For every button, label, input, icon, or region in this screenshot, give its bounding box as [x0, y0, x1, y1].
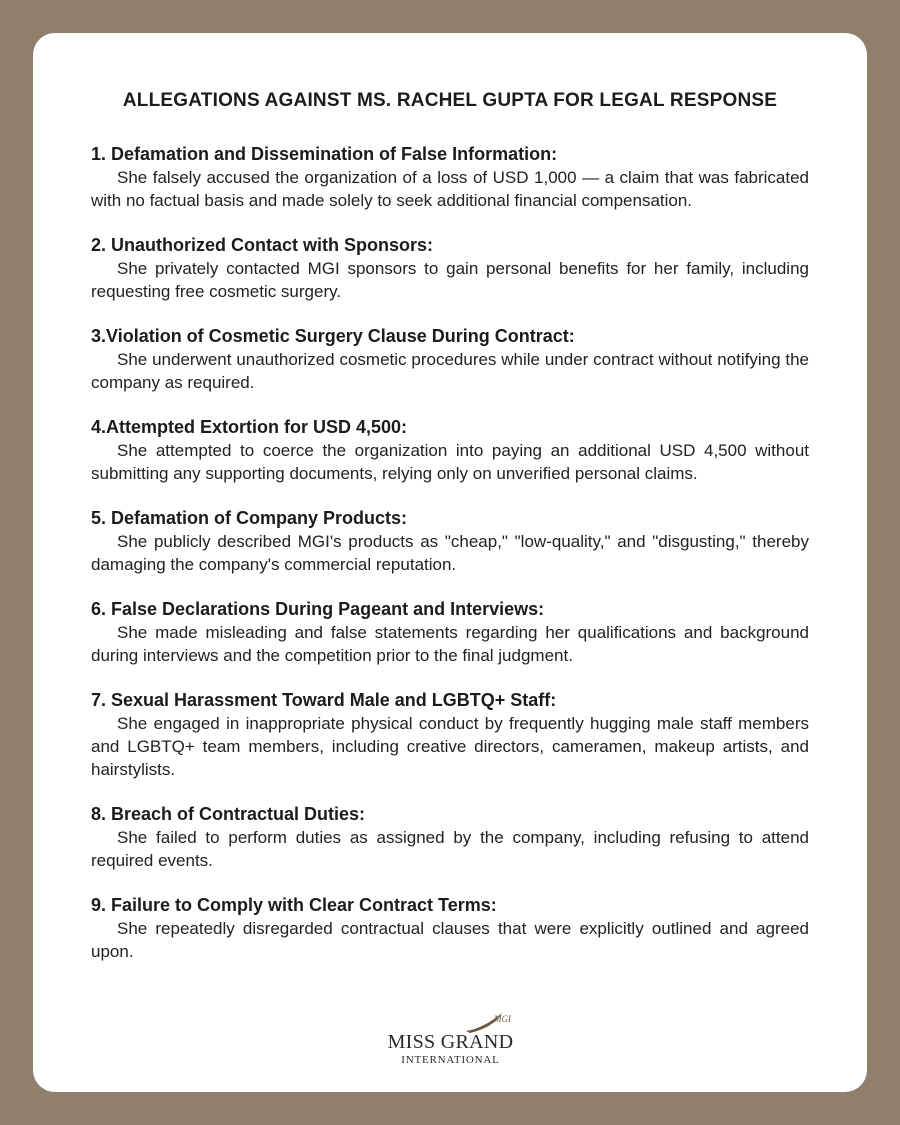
miss-grand-logo	[378, 1011, 523, 1071]
allegation-heading: 4.Attempted Extortion for USD 4,500:	[91, 417, 408, 437]
allegation-body: She failed to perform duties as assigned by the company, including refusing to attend required events.	[91, 828, 809, 870]
allegation-heading: 5. Defamation of Company Products:	[91, 508, 408, 528]
allegation-item	[91, 507, 809, 576]
allegation-heading: 3.Violation of Cosmetic Surgery Clause During Contract:	[91, 326, 575, 346]
allegation-item	[91, 143, 809, 212]
document-title: ALLEGATIONS AGAINST MS. RACHEL GUPTA FOR LEGAL RESPONSE	[122, 90, 778, 111]
allegation-body: She publicly described MGI's products as "cheap," "low-quality," and "disgusting," thereby damaging the company's commercial reputation.	[91, 532, 809, 574]
allegation-body: She repeatedly disregarded contractual clauses that were explicitly outlined and agreed upon.	[91, 919, 809, 961]
allegation-item	[91, 598, 809, 667]
allegation-heading: 6. False Declarations During Pageant and Interviews:	[91, 599, 545, 619]
allegation-heading: 2. Unauthorized Contact with Sponsors:	[91, 235, 434, 255]
allegation-item	[91, 689, 809, 781]
allegation-body: She attempted to coerce the organization into paying an additional USD 4,500 without submitting any supporting documents, relying only on unverified personal claims.	[91, 441, 809, 483]
allegations-list	[91, 143, 809, 985]
allegation-item	[91, 325, 809, 394]
document-card	[33, 33, 867, 1092]
allegation-body: She privately contacted MGI sponsors to gain personal benefits for her family, including requesting free cosmetic surgery.	[91, 259, 809, 301]
allegation-heading: 7. Sexual Harassment Toward Male and LGBTQ+ Staff:	[91, 690, 557, 710]
allegation-item	[91, 416, 809, 485]
logo-mark: MGI	[494, 1014, 511, 1024]
allegation-item	[91, 894, 809, 963]
logo-main-text: MISS GRAND	[387, 1031, 514, 1053]
allegation-item	[91, 803, 809, 872]
logo-sub-text: INTERNATIONAL	[401, 1054, 500, 1066]
allegation-heading: 9. Failure to Comply with Clear Contract Terms:	[91, 895, 497, 915]
allegation-heading: 1. Defamation and Dissemination of False Information:	[91, 144, 558, 164]
allegation-heading: 8. Breach of Contractual Duties:	[91, 804, 366, 824]
allegation-body: She falsely accused the organization of a loss of USD 1,000 — a claim that was fabricated with no factual basis and made solely to seek additional financial compensation.	[91, 168, 809, 210]
allegation-body: She underwent unauthorized cosmetic procedures while under contract without notifying the company as required.	[91, 350, 809, 392]
allegation-item	[91, 234, 809, 303]
allegation-body: She engaged in inappropriate physical conduct by frequently hugging male staff members and LGBTQ+ team members, including creative directors, cameramen, makeup artists, and hairstylists.	[91, 714, 809, 779]
allegation-body: She made misleading and false statements regarding her qualifications and background during interviews and the competition prior to the final judgment.	[91, 623, 809, 665]
